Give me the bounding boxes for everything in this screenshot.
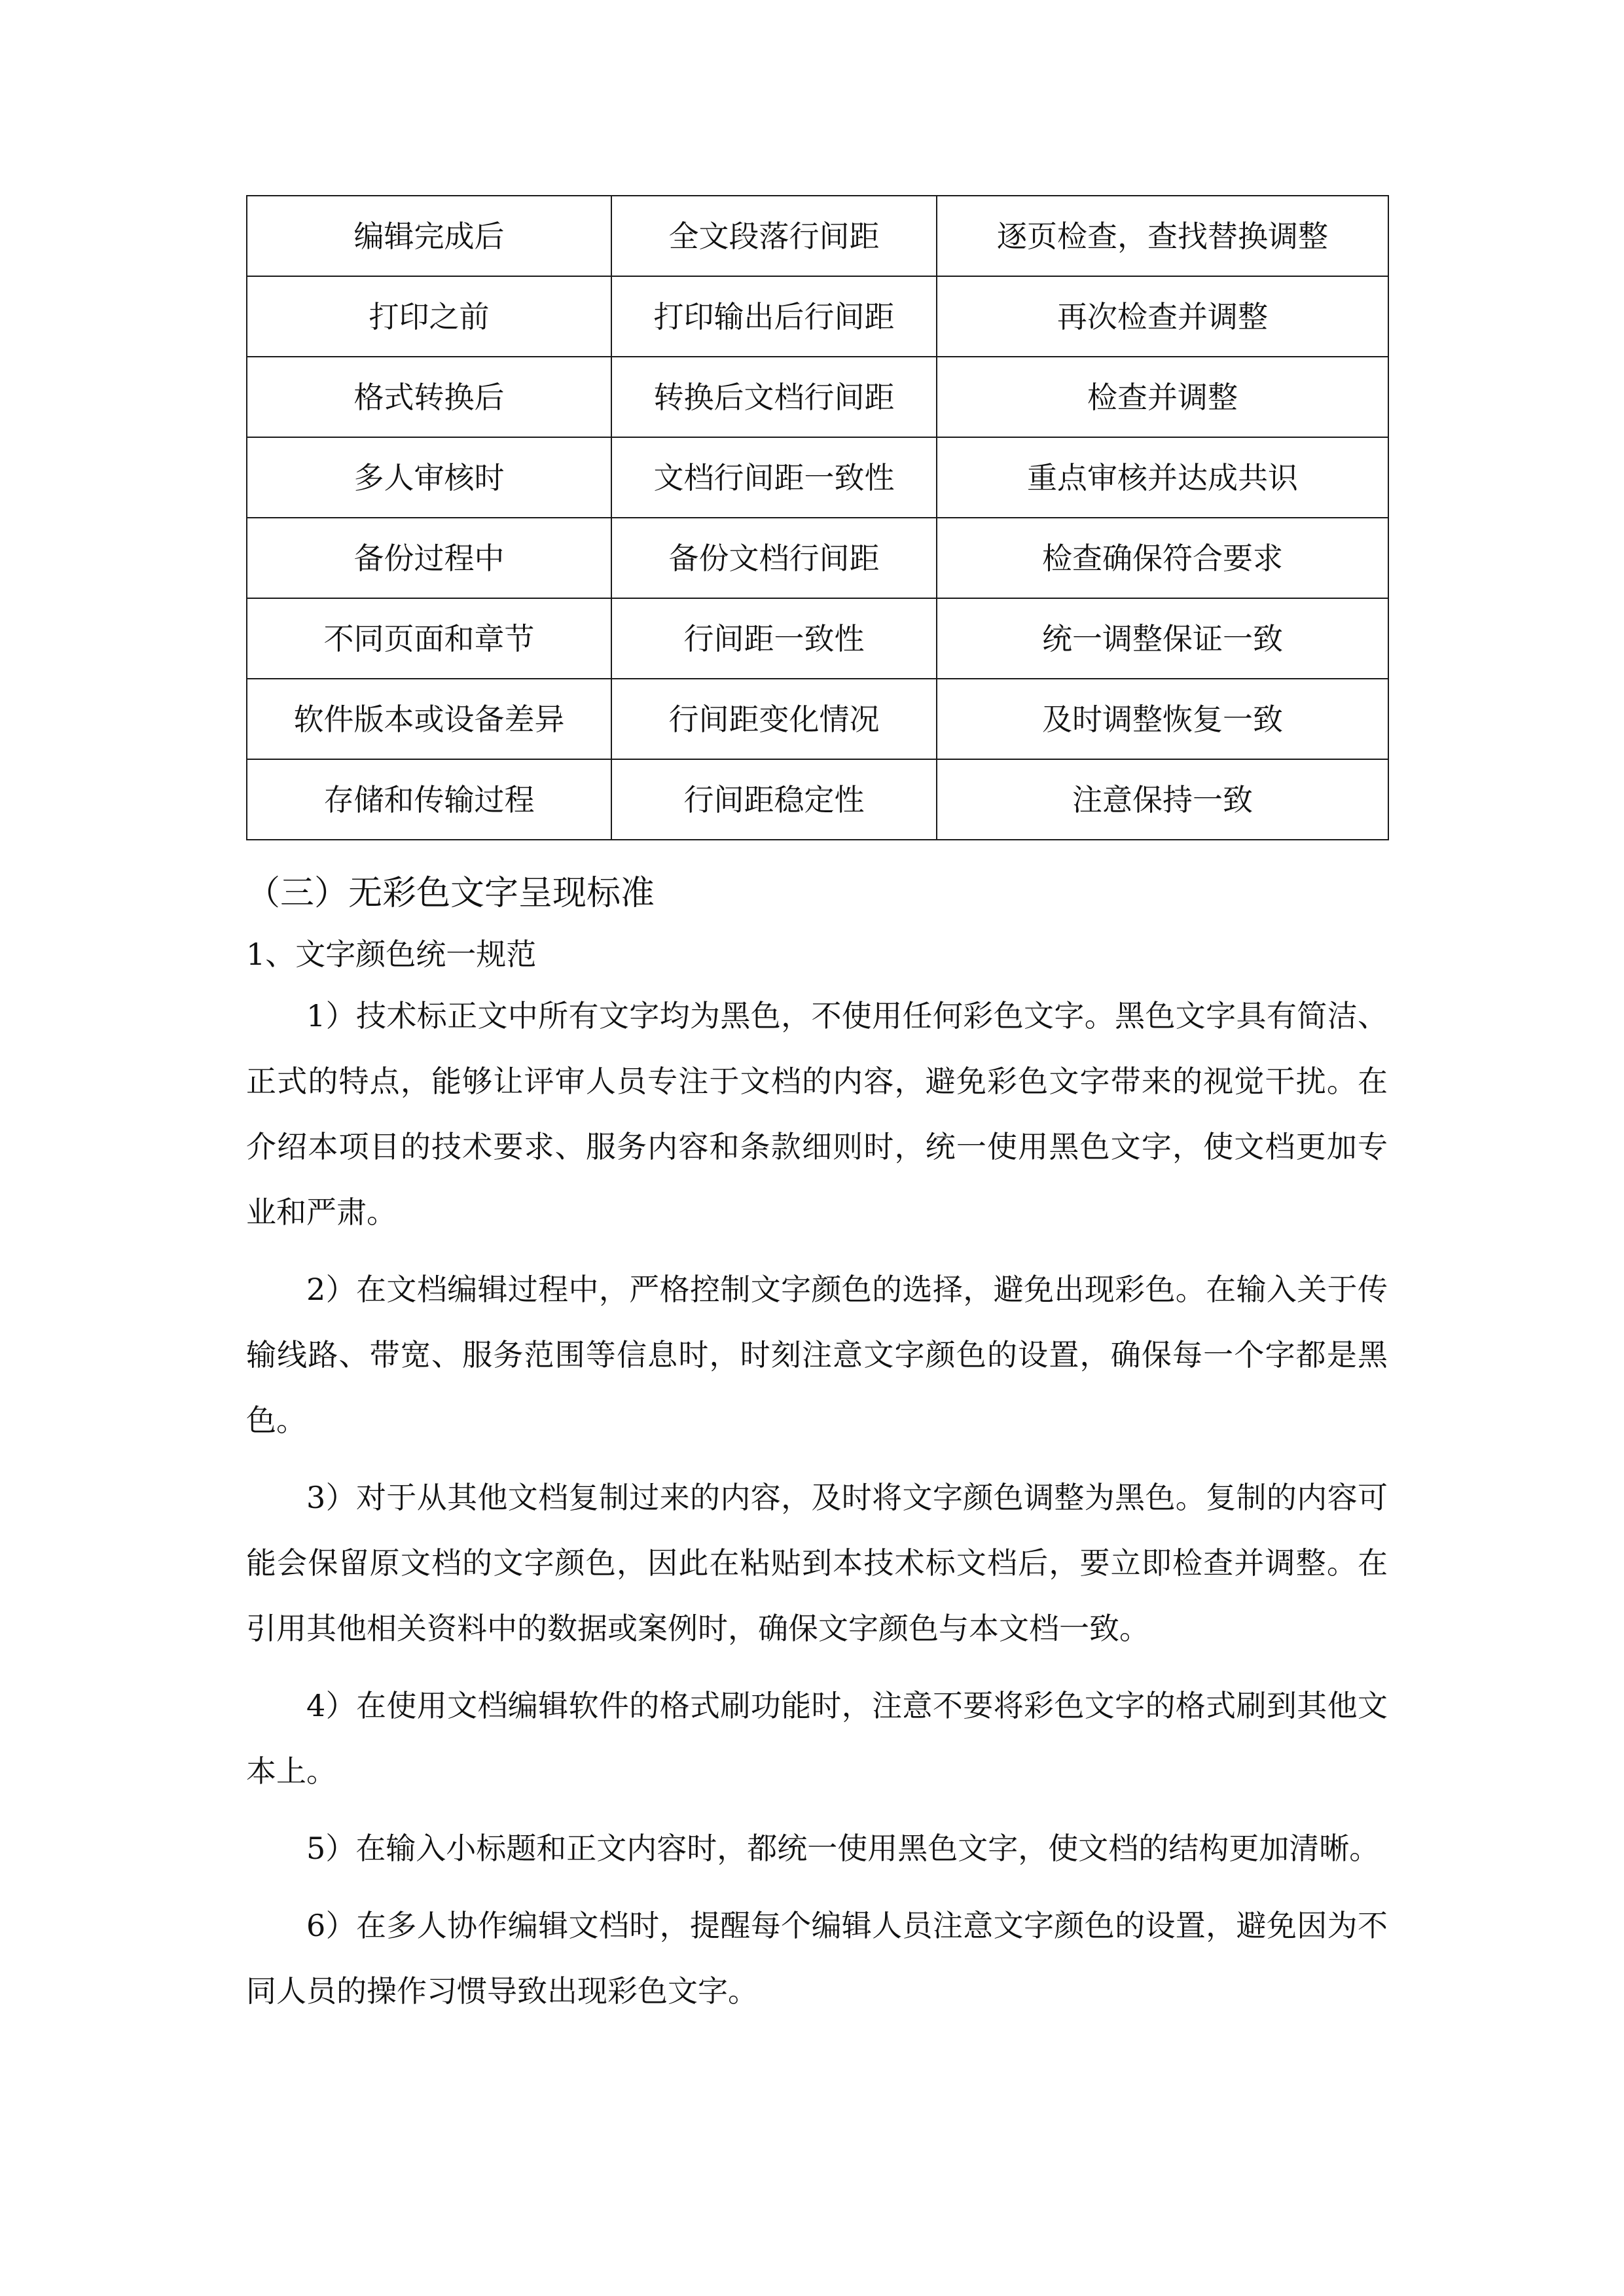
table-cell: 备份文档行间距 bbox=[611, 518, 937, 598]
table-row bbox=[247, 276, 1388, 357]
body-text bbox=[246, 983, 1388, 2036]
table-cell: 行间距稳定性 bbox=[611, 759, 937, 840]
table-cell: 检查并调整 bbox=[937, 357, 1388, 437]
table-cell: 打印之前 bbox=[247, 276, 611, 357]
table-cell: 重点审核并达成共识 bbox=[937, 437, 1388, 518]
table-cell: 及时调整恢复一致 bbox=[937, 679, 1388, 759]
table-cell: 编辑完成后 bbox=[247, 196, 611, 276]
table-cell: 行间距一致性 bbox=[611, 598, 937, 679]
table-cell: 不同页面和章节 bbox=[247, 598, 611, 679]
table-cell: 行间距变化情况 bbox=[611, 679, 937, 759]
table-cell: 多人审核时 bbox=[247, 437, 611, 518]
table-cell: 软件版本或设备差异 bbox=[247, 679, 611, 759]
section-heading: （三）无彩色文字呈现标准 bbox=[246, 874, 655, 913]
subheading: 1、文字颜色统一规范 bbox=[246, 937, 537, 972]
line-spacing-check-table bbox=[246, 195, 1389, 840]
table-cell: 再次检查并调整 bbox=[937, 276, 1388, 357]
table-row bbox=[247, 759, 1388, 840]
table-row bbox=[247, 679, 1388, 759]
paragraph: 3）对于从其他文档复制过来的内容，及时将文字颜色调整为黑色。复制的内容可能会保留原文档的文字颜色，因此在粘贴到本技术标文档后，要立即检查并调整。在引用其他相关资料中的数据或案例时，确保文字颜色与本文档一致。 bbox=[246, 1480, 1388, 1646]
table-cell: 打印输出后行间距 bbox=[611, 276, 937, 357]
table-cell: 统一调整保证一致 bbox=[937, 598, 1388, 679]
paragraph: 2）在文档编辑过程中，严格控制文字颜色的选择，避免出现彩色。在输入关于传输线路、带宽、服务范围等信息时，时刻注意文字颜色的设置，确保每一个字都是黑色。 bbox=[246, 1272, 1388, 1438]
table-row bbox=[247, 518, 1388, 598]
table-row bbox=[247, 357, 1388, 437]
table-cell: 转换后文档行间距 bbox=[611, 357, 937, 437]
table-cell: 文档行间距一致性 bbox=[611, 437, 937, 518]
table-cell: 检查确保符合要求 bbox=[937, 518, 1388, 598]
table-cell: 备份过程中 bbox=[247, 518, 611, 598]
paragraph: 6）在多人协作编辑文档时，提醒每个编辑人员注意文字颜色的设置，避免因为不同人员的操作习惯导致出现彩色文字。 bbox=[246, 1908, 1388, 2009]
paragraph: 5）在输入小标题和正文内容时，都统一使用黑色文字，使文档的结构更加清晰。 bbox=[306, 1831, 1380, 1866]
table-cell: 格式转换后 bbox=[247, 357, 611, 437]
table-cell: 逐页检查，查找替换调整 bbox=[937, 196, 1388, 276]
table-row bbox=[247, 196, 1388, 276]
paragraph: 1）技术标正文中所有文字均为黑色，不使用任何彩色文字。黑色文字具有简洁、正式的特点，能够让评审人员专注于文档的内容，避免彩色文字带来的视觉干扰。在介绍本项目的技术要求、服务内容和条款细则时，统一使用黑色文字，使文档更加专业和严肃。 bbox=[246, 998, 1388, 1230]
table-row bbox=[247, 437, 1388, 518]
table-cell: 注意保持一致 bbox=[937, 759, 1388, 840]
paragraph: 4）在使用文档编辑软件的格式刷功能时，注意不要将彩色文字的格式刷到其他文本上。 bbox=[246, 1688, 1388, 1789]
table-row bbox=[247, 598, 1388, 679]
table-cell: 全文段落行间距 bbox=[611, 196, 937, 276]
table-cell: 存储和传输过程 bbox=[247, 759, 611, 840]
